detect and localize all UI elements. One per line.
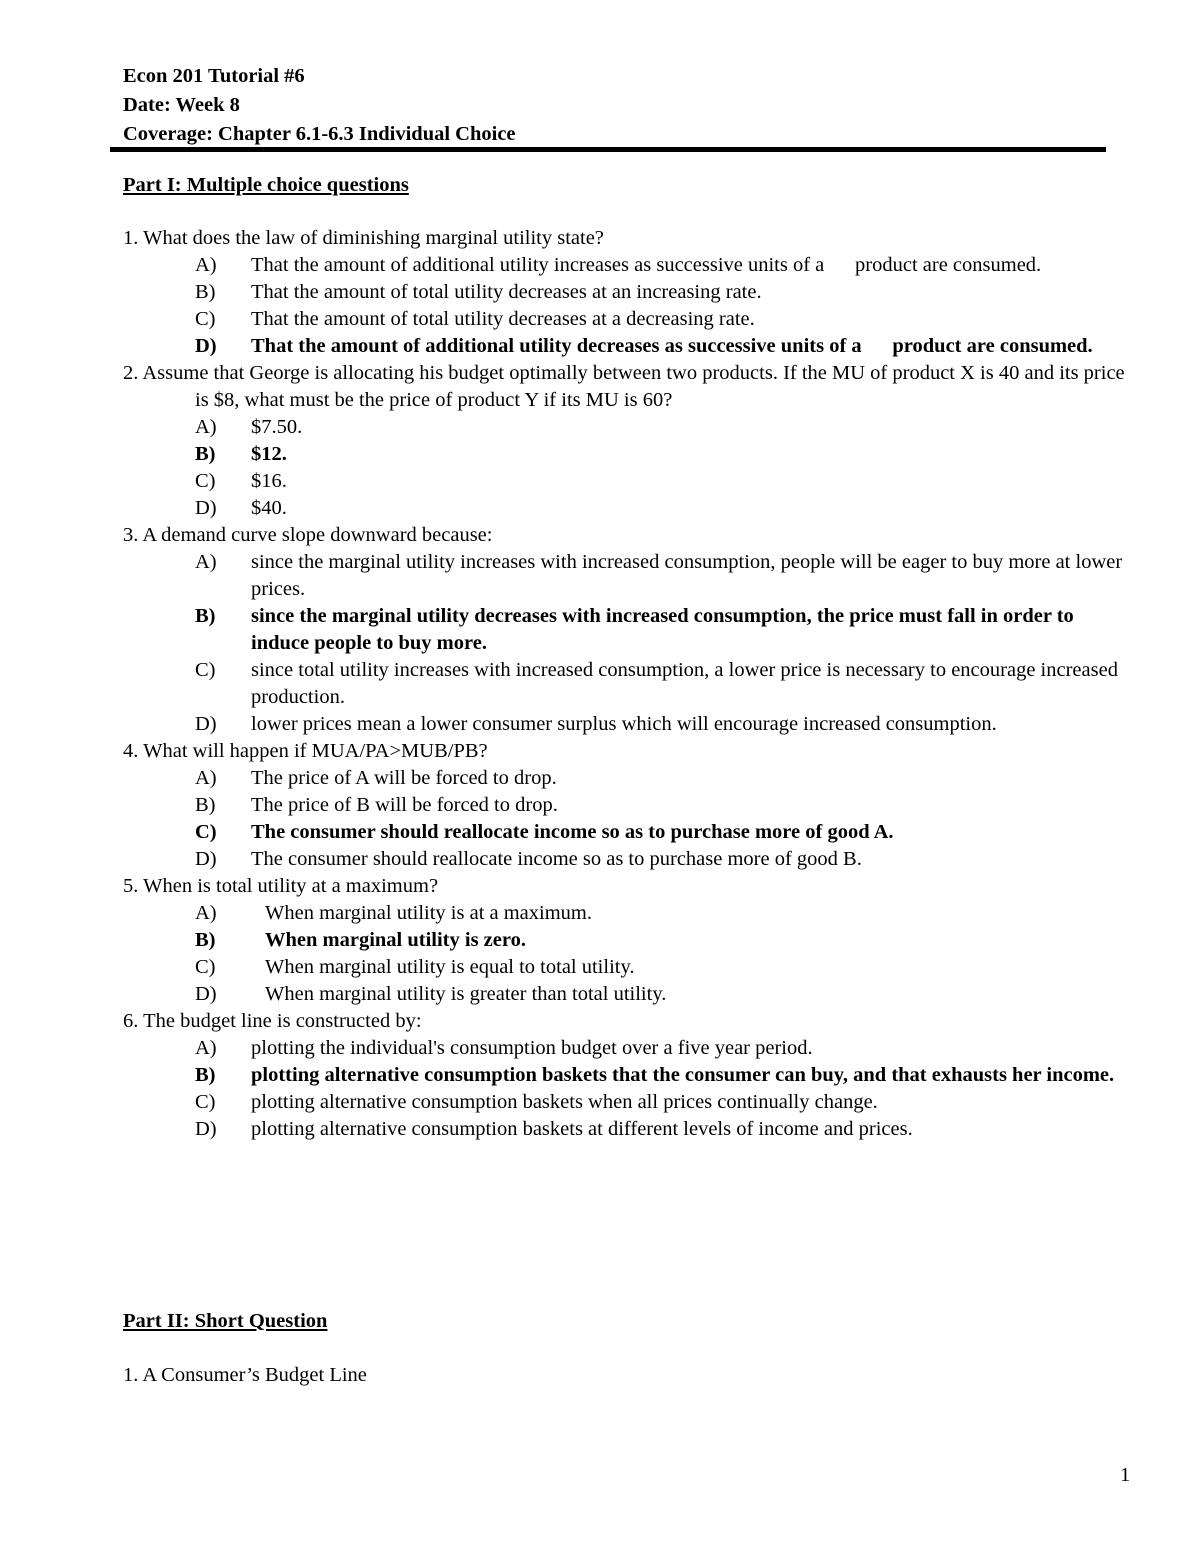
option-a bbox=[123, 252, 1133, 279]
option-label: A) bbox=[195, 902, 217, 924]
option-d bbox=[123, 846, 1133, 873]
question-stem: 3. A demand curve slope downward because: bbox=[123, 524, 493, 546]
option-label: C) bbox=[195, 1091, 216, 1113]
option-b-correct bbox=[123, 441, 1133, 468]
question-stem: 6. The budget line is constructed by: bbox=[123, 1010, 422, 1032]
option-c bbox=[123, 1089, 1133, 1116]
option-label: B) bbox=[195, 794, 216, 816]
option-d bbox=[123, 711, 1133, 738]
option-b-correct bbox=[123, 603, 1133, 657]
question-6 bbox=[123, 1008, 1133, 1143]
option-c bbox=[123, 954, 1133, 981]
option-c-correct bbox=[123, 819, 1133, 846]
document-header bbox=[123, 62, 516, 149]
option-label: D) bbox=[195, 497, 217, 519]
option-label: D) bbox=[195, 335, 217, 357]
option-text: The consumer should reallocate income so as to purchase more of good B. bbox=[251, 848, 862, 870]
option-d bbox=[123, 1116, 1133, 1143]
course-title: Econ 201 Tutorial #6 bbox=[123, 65, 305, 87]
option-label: C) bbox=[195, 308, 216, 330]
option-label: B) bbox=[195, 281, 216, 303]
option-text: The consumer should reallocate income so as to purchase more of good A. bbox=[251, 821, 894, 843]
option-label: A) bbox=[195, 1037, 217, 1059]
option-text: That the amount of total utility decreases at a decreasing rate. bbox=[251, 308, 755, 330]
option-label: C) bbox=[195, 470, 216, 492]
question-list bbox=[123, 225, 1133, 1143]
option-label: B) bbox=[195, 929, 216, 951]
option-text: $16. bbox=[251, 470, 287, 492]
option-c bbox=[123, 657, 1133, 711]
option-text: since the marginal utility decreases with increased consumption, the price must fall in order to induce people to buy more. bbox=[251, 605, 1074, 654]
option-text: plotting alternative consumption baskets when all prices continually change. bbox=[251, 1091, 878, 1113]
option-text: That the amount of total utility decreases at an increasing rate. bbox=[251, 281, 762, 303]
option-text: plotting the individual's consumption budget over a five year period. bbox=[251, 1037, 813, 1059]
option-text: since the marginal utility increases with increased consumption, people will be eager to buy more at lower prices. bbox=[251, 551, 1123, 600]
option-d-correct bbox=[123, 333, 1133, 360]
option-label: C) bbox=[195, 659, 216, 681]
coverage-line: Coverage: Chapter 6.1-6.3 Individual Choice bbox=[123, 123, 516, 145]
option-label: B) bbox=[195, 605, 216, 627]
option-a bbox=[123, 900, 1133, 927]
option-label: C) bbox=[195, 956, 216, 978]
question-stem: 1. What does the law of diminishing marginal utility state? bbox=[123, 227, 604, 249]
option-c bbox=[123, 306, 1133, 333]
option-label: A) bbox=[195, 767, 217, 789]
option-label: D) bbox=[195, 713, 217, 735]
option-text: When marginal utility is at a maximum. bbox=[265, 902, 592, 924]
option-text: When marginal utility is zero. bbox=[265, 929, 526, 951]
option-text: $12. bbox=[251, 443, 287, 465]
part1-title: Part I: Multiple choice questions bbox=[123, 174, 409, 196]
option-a bbox=[123, 765, 1133, 792]
option-text: $7.50. bbox=[251, 416, 303, 438]
question-stem: 5. When is total utility at a maximum? bbox=[123, 875, 439, 897]
option-label: A) bbox=[195, 254, 217, 276]
question-2 bbox=[123, 360, 1133, 522]
option-label: D) bbox=[195, 983, 217, 1005]
header-divider bbox=[110, 147, 1106, 152]
option-text: $40. bbox=[251, 497, 287, 519]
option-text: plotting alternative consumption baskets at different levels of income and prices. bbox=[251, 1118, 913, 1140]
option-label: B) bbox=[195, 1064, 216, 1086]
option-label: D) bbox=[195, 848, 217, 870]
option-label: C) bbox=[195, 821, 217, 843]
question-5 bbox=[123, 873, 1133, 1008]
option-b-correct bbox=[123, 1062, 1133, 1089]
option-text: lower prices mean a lower consumer surplus which will encourage increased consumption. bbox=[251, 713, 997, 735]
tutorial-date: Date: Week 8 bbox=[123, 94, 240, 116]
question-stem: 4. What will happen if MUA/PA>MUB/PB? bbox=[123, 740, 488, 762]
option-label: B) bbox=[195, 443, 216, 465]
short-question-1: 1. A Consumer’s Budget Line bbox=[123, 1364, 367, 1386]
option-b bbox=[123, 279, 1133, 306]
option-label: A) bbox=[195, 416, 217, 438]
option-text: When marginal utility is equal to total utility. bbox=[265, 956, 635, 978]
page-number: 1 bbox=[1120, 1464, 1131, 1486]
option-d bbox=[123, 981, 1133, 1008]
question-1 bbox=[123, 225, 1133, 360]
question-stem: 2. Assume that George is allocating his budget optimally between two products. If the MU of product X is 40 and its price is $8, what must be the price of product Y if its MU is 60? bbox=[123, 362, 1125, 411]
option-label: D) bbox=[195, 1118, 217, 1140]
option-a bbox=[123, 414, 1133, 441]
option-text: The price of A will be forced to drop. bbox=[251, 767, 557, 789]
option-text: That the amount of additional utility increases as successive units of a product are consumed. bbox=[251, 254, 1042, 276]
option-a bbox=[123, 1035, 1133, 1062]
question-4 bbox=[123, 738, 1133, 873]
option-text: That the amount of additional utility decreases as successive units of a product are consumed. bbox=[251, 335, 1093, 357]
option-text: plotting alternative consumption baskets that the consumer can buy, and that exhausts her income. bbox=[251, 1064, 1115, 1086]
part2-title: Part II: Short Question bbox=[123, 1310, 328, 1332]
option-text: When marginal utility is greater than total utility. bbox=[265, 983, 667, 1005]
option-a bbox=[123, 549, 1133, 603]
option-c bbox=[123, 468, 1133, 495]
option-text: The price of B will be forced to drop. bbox=[251, 794, 558, 816]
option-b bbox=[123, 792, 1133, 819]
option-d bbox=[123, 495, 1133, 522]
option-text: since total utility increases with increased consumption, a lower price is necessary to encourage increased production. bbox=[251, 659, 1118, 708]
option-label: A) bbox=[195, 551, 217, 573]
question-3 bbox=[123, 522, 1133, 738]
option-b-correct bbox=[123, 927, 1133, 954]
